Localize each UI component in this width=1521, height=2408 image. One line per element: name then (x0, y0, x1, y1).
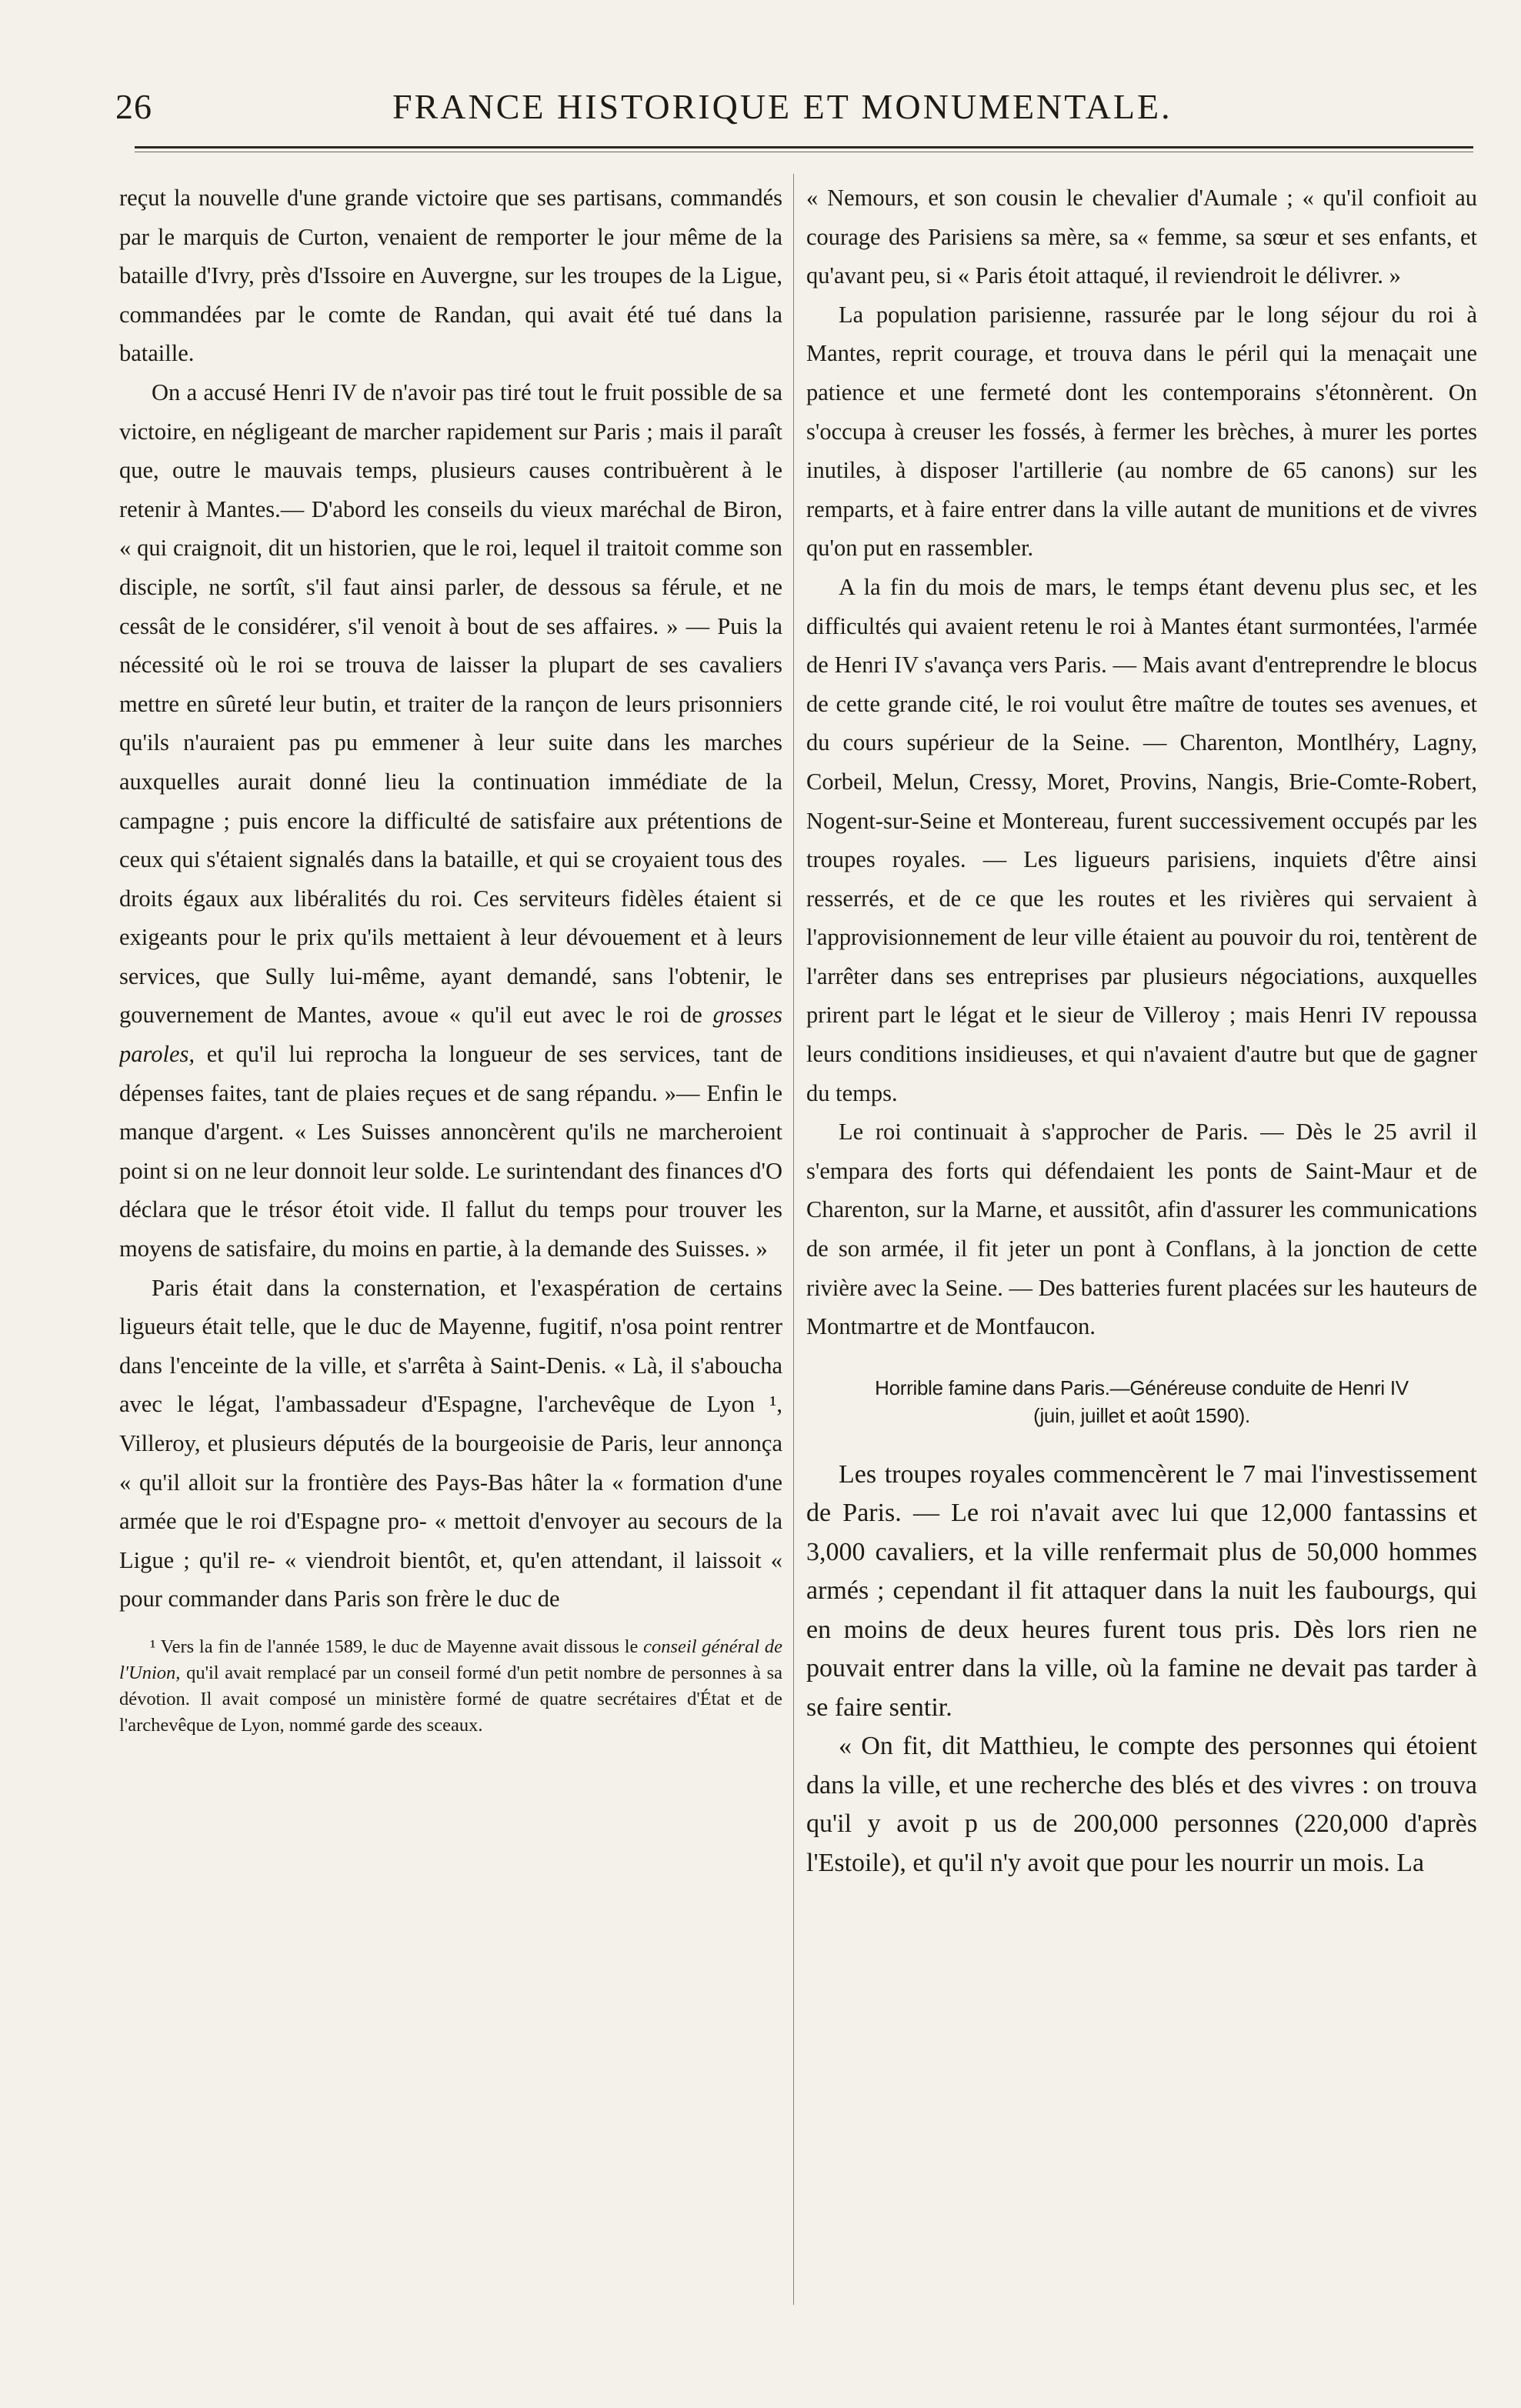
left-paragraph-2-part-a: On a accusé Henri IV de n'avoir pas tiré tout le fruit possible de sa victoire, en négligeant de marcher rapidement sur Paris ; mais il paraît que, outre le mauvais temps, plusieurs causes contribuèrent à le retenir à Mantes.— D'abord les conseils du vieux maréchal de Biron, « qui craignoit, dit un historien, que le roi, lequel il traitoit comme son disciple, ne sortît, s'il faut ainsi parler, de dessous sa férule, et ne cessât de le considérer, s'il venoit à bout de ses affaires. » — Puis la nécessité où le roi se trouva de laisser la plupart de ses cavaliers mettre en sûreté leur butin, et traiter de la rançon de leurs prisonniers qu'ils n'auraient pas pu emmener à leur suite dans les marches auxquelles aurait donné lieu la continuation immédiate de la campagne ; puis encore la difficulté de satisfaire aux prétentions de ceux qui s'étaient signalés dans la bataille, et qui se croyaient tous des droits égaux aux libéralités du roi. Ces serviteurs fidèles étaient si exigeants pour le prix qu'ils mettaient à leur dévouement et à leurs services, que Sully lui-même, ayant demandé, sans l'obtenir, le gouvernement de Mantes, avoue « qu'il eut avec le roi de (119, 379, 782, 1029)
page-number: 26 (115, 87, 152, 126)
right-paragraph-4: Le roi continuait à s'approcher de Paris. — Dès le 25 avril il s'empara des forts qui défendaient les ponts de Saint-Maur et de Charenton, sur la Marne, et aussitôt, afin d'assurer les communications de son armée, il fit jeter un pont à Conflans, à la jonction de cette rivière avec la Seine. — Des batteries furent placées sur les hauteurs de Montmartre et de Montfaucon. (806, 1119, 1477, 1340)
footnote-italic: conseil général de l'Union, (119, 1636, 782, 1683)
right-paragraph-3: A la fin du mois de mars, le temps étant devenu plus sec, et les difficultés qui avaient retenu le roi à Mantes étant surmontées, l'armée de Henri IV s'avança vers Paris. — Mais avant d'entreprendre le blocus de cette grande cité, le roi voulut être maître de toutes ses avenues, et du cours supérieur de la Seine. — Charenton, Montlhéry, Lagny, Corbeil, Melun, Cressy, Moret, Provins, Nangis, Brie-Comte-Robert, Nogent-sur-Seine et Montereau, furent successivement occupés par les troupes royales. — Les ligueurs parisiens, inquiets d'être ainsi resserrés, et de ce que les routes et les rivières qui servaient à l'approvisionnement de leur ville étaient au pouvoir du roi, tentèrent de l'arrêter dans ses entreprises par plusieurs négociations, auxquelles prirent part le légat et le sieur de Villeroy ; mais Henri IV repoussa leurs conditions insidieuses, et qui n'avaient d'autre but que de gagner du temps. (806, 573, 1477, 1106)
section-heading (806, 1374, 1477, 1429)
left-paragraph-2-part-b: et qu'il lui reprocha la longueur de ses services, tant de dépenses faites, tant de plaies reçues et de sang répandu. »— Enfin le manque d'argent. « Les Suisses annoncèrent qu'ils ne marcheroient point si on ne leur donnoit leur solde. Le surintendant des finances d'O déclara que le trésor étoit vide. Il fallut du temps pour trouver les moyens de satisfaire, du moins en partie, à la demande des Suisses. » (119, 1041, 782, 1262)
footnote-separator (119, 1619, 782, 1629)
footnote-part-b: qu'il avait remplacé par un conseil formé d'un petit nombre de personnes à sa dévotion. Il avait composé un ministère formé de quatre secrétaires d'État et de l'archevêque de Lyon, nommé garde des sceaux. (119, 1662, 782, 1736)
section-heading-line-2: (juin, juillet et août 1590). (1033, 1403, 1250, 1427)
footnote (119, 1634, 782, 1739)
left-paragraph-1: reçut la nouvelle d'une grande victoire que ses partisans, commandés par le marquis de Curton, venaient de remporter le jour même de la bataille d'Ivry, près d'Issoire en Auvergne, sur les troupes de la Ligue, commandées par le comte de Randan, qui avait été tué dans la bataille. (119, 185, 782, 367)
left-paragraph-2-italic: grosses paroles, (119, 1002, 782, 1068)
column-divider (793, 174, 794, 2305)
left-paragraph-3: Paris était dans la consternation, et l'exaspération de certains ligueurs était telle, que le duc de Mayenne, fugitif, n'osa point rentrer dans l'enceinte de la ville, et s'arrêta à Saint-Denis. « Là, il s'aboucha avec le légat, l'ambassadeur d'Espagne, l'archevêque de Lyon ¹, Villeroy, et plusieurs députés de la bourgeoisie de Paris, leur annonça « qu'il alloit sur la frontière des Pays-Bas hâter la « formation d'une armée que le roi d'Espagne pro- « mettoit d'envoyer au secours de la Ligue ; qu'il re- « viendroit bientôt, et, qu'en attendant, il laissoit « pour commander dans Paris son frère le duc de (119, 1274, 782, 1613)
running-title: FRANCE HISTORIQUE ET MONUMENTALE. (392, 87, 1172, 126)
right-column (806, 178, 1477, 2302)
left-column (119, 178, 782, 2379)
page-header (115, 86, 1477, 129)
section-heading-line-1: Horrible famine dans Paris.—Généreuse conduite de Henri IV (875, 1376, 1409, 1399)
right-paragraph-5: Les troupes royales commencèrent le 7 mai l'investissement de Paris. — Le roi n'avait avec lui que 12,000 fantassins et 3,000 cavaliers, et la ville renfermait plus de 50,000 hommes armés ; cependant il fit attaquer dans la nuit les faubourgs, qui en moins de deux heures furent tous pris. Dès lors rien ne pouvait entrer dans la ville, où la famine ne devait pas tarder à se faire sentir. (806, 1459, 1477, 1722)
left-paragraph-2 (119, 373, 782, 1269)
right-paragraph-2: La population parisienne, rassurée par le long séjour du roi à Mantes, reprit courage, et trouva dans le péril qui la menaçait une patience et une fermeté dont les contemporains s'étonnèrent. On s'occupa à creuser les fossés, à fermer les brèches, à murer les portes inutiles, à disposer l'artillerie (au nombre de 65 canons) sur les remparts, et à faire entrer dans la ville autant de munitions et de vivres qu'on put en rassembler. (806, 301, 1477, 562)
right-paragraph-1: « Nemours, et son cousin le chevalier d'Aumale ; « qu'il confioit au courage des Parisiens sa mère, sa « femme, sa sœur et ses enfants, et qu'avant peu, si « Paris étoit attaqué, il reviendroit le délivrer. » (806, 185, 1477, 289)
header-rule (135, 146, 1473, 148)
right-paragraph-6: « On fit, dit Matthieu, le compte des personnes qui étoient dans la ville, et une recherche des blés et des vivres : on trouva qu'il y avoit p us de 200,000 personnes (220,000 d'après l'Estoile), et qu'il n'y avoit que pour les nourrir un mois. La (806, 1732, 1477, 1877)
footnote-part-a: ¹ Vers la fin de l'année 1589, le duc de Mayenne avait dissous le (150, 1636, 639, 1657)
